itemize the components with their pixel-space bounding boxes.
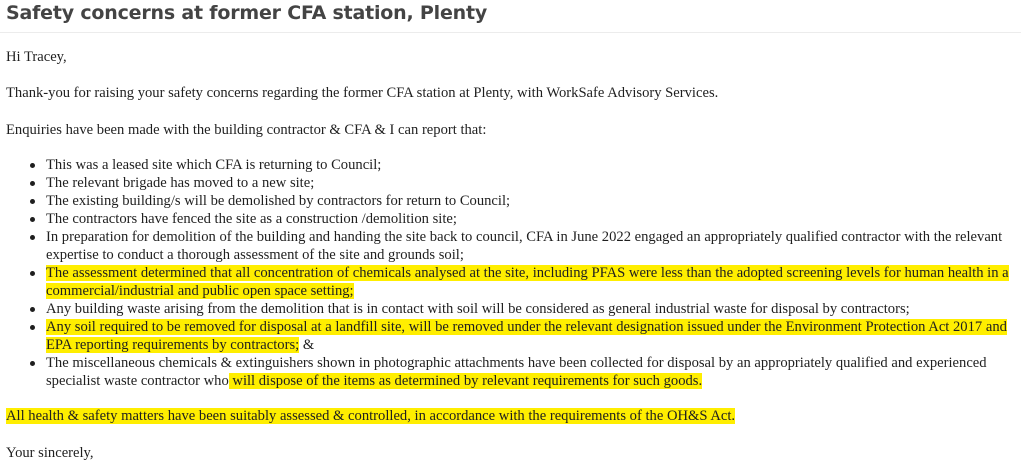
bullet-icon <box>30 217 35 222</box>
list-item-text: The relevant brigade has moved to a new site; <box>46 175 315 191</box>
list-item <box>6 354 1018 390</box>
list-item-text: & <box>299 337 315 353</box>
list-item <box>6 264 1018 300</box>
highlighted-text: All health & safety matters have been suitably assessed & controlled, in accordance with the requirements of the OH&S Act. <box>6 408 736 424</box>
findings-list <box>6 156 1018 390</box>
highlighted-text: The assessment determined that all concentration of chemicals analysed at the site, including PFAS were less than the adopted screening levels for human health in a commercial/industrial and public open space setting; <box>46 265 1009 299</box>
list-item <box>6 192 1018 210</box>
highlighted-text: will dispose of the items as determined by relevant requirements for such goods. <box>228 373 703 389</box>
email-subject: Safety concerns at former CFA station, Plenty <box>6 2 488 24</box>
signoff: Your sincerely, <box>6 445 94 461</box>
list-item-text: The miscellaneous chemicals & extinguishers shown in photographic attachments have been collected for disposal by an appropriately qualified and experienced specialist waste contractor who <box>46 355 987 389</box>
bullet-icon <box>30 307 35 312</box>
list-item-text: The existing building/s will be demolished by contractors for return to Council; <box>46 193 511 209</box>
list-item-text: The contractors have fenced the site as a construction /demolition site; <box>46 211 457 227</box>
list-item <box>6 174 1018 192</box>
bullet-icon <box>30 163 35 168</box>
list-item <box>6 300 1018 318</box>
highlighted-text: Any soil required to be removed for disposal at a landfill site, will be removed under the relevant designation issued under the Environment Protection Act 2017 and EPA reporting requirements by contractors; <box>46 319 1007 353</box>
bullet-icon <box>30 325 35 330</box>
enquiries-paragraph: Enquiries have been made with the building contractor & CFA & I can report that: <box>6 122 487 138</box>
bullet-icon <box>30 235 35 240</box>
list-item-text: In preparation for demolition of the building and handing the site back to council, CFA in June 2022 engaged an appropriately qualified contractor with the relevant expertise to conduct a thorough assessment of the site and grounds soil; <box>46 229 1003 263</box>
greeting: Hi Tracey, <box>6 49 67 65</box>
list-item-text: This was a leased site which CFA is returning to Council; <box>46 157 382 173</box>
bullet-icon <box>30 271 35 276</box>
list-item <box>6 318 1018 354</box>
subject-bar <box>0 0 1021 33</box>
bullet-icon <box>30 181 35 186</box>
conclusion-paragraph <box>6 407 735 425</box>
list-item-text: Any building waste arising from the demolition that is in contact with soil will be considered as general industrial waste for disposal by contractors; <box>46 301 910 317</box>
thanks-paragraph: Thank-you for raising your safety concerns regarding the former CFA station at Plenty, with WorkSafe Advisory Services. <box>6 85 719 101</box>
list-item <box>6 156 1018 174</box>
bullet-icon <box>30 199 35 204</box>
bullet-icon <box>30 361 35 366</box>
list-item <box>6 228 1018 264</box>
list-item <box>6 210 1018 228</box>
